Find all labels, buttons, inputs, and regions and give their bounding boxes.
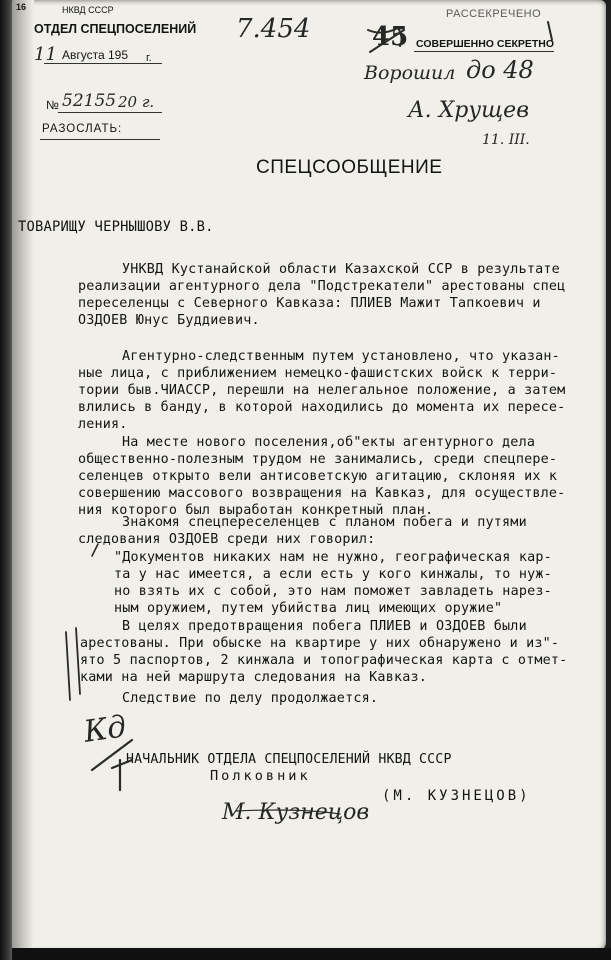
body-line: влились в банду, в которой находились до момента их пересе- [78,400,566,415]
declassified-stamp: РАССЕКРЕЧЕНО [446,8,542,20]
quote-line: но взять их с собой, это нам поможет завладеть нарез- [114,584,552,599]
resolution-signature: А. Хрущев [408,98,529,123]
body-line: селенцев открыто вели антисоветскую агитацию, склоняя их к [78,469,558,484]
number-prefix: № [46,98,59,112]
margin-bracket-line-1 [66,632,70,700]
handwritten-signature: М. Кузнецов [222,800,370,825]
body-line: ния которого был выработан конкретный план. [78,503,434,518]
document-title: СПЕЦСООБЩЕНИЕ [256,157,443,178]
document-number: 52155 [62,91,117,111]
margin-tick [92,544,98,556]
resolution-number: до 48 [466,56,534,84]
distribute-label: РАЗОСЛАТЬ: [42,123,123,135]
margin-bracket-line-2 [76,628,80,694]
quote-line: та у нас имеется, а если есть у кого кинжалы, то нуж- [114,567,552,582]
body-line: арестованы. При обыске на квартире у них обнаружено и из"- [80,636,560,651]
handwritten-number-top: 7.454 [236,14,311,44]
resolution-date: 11. III. [482,132,530,148]
date-suffix: г. [146,52,152,64]
body-line: совершению массового возвращения на Кавказ, для осуществле- [78,486,566,501]
body-line: общественно-полезным трудом не занимались, среди спецпере- [78,452,558,467]
date-text: Августа 195 [62,48,129,62]
body-line: реализации агентурного дела "Подстрекатели" арестованы спец [78,279,566,294]
body-line: Знакомя спецпереселенцев с планом побега и путями [122,515,527,530]
margin-initials: Кд [81,709,129,750]
body-line: ные лица, с приближением немецко-фашистских войск к терри- [78,366,558,381]
signature-flourish [236,810,340,814]
body-line: УНКВД Кустанайской области Казахской ССР в результате [122,262,560,277]
body-line: тории быв.ЧИАССР, перешли на нелегальное положение, а затем [78,383,566,398]
date-day: 11 [34,44,57,65]
document-number-suffix: 20 г. [118,93,155,111]
body-line: Следствие по делу продолжается. [122,691,379,706]
resolution-addressee: Ворошил [364,62,456,84]
signoff-title: НАЧАЛЬНИК ОТДЕЛА СПЕЦПОСЕЛЕНИЙ НКВД СССР [126,752,452,767]
body-line: переселенцы с Северного Кавказа: ПЛИЕВ Мажит Тапкоевич и [78,296,541,311]
body-line: ками на ней маршрута следования на Кавказ. [80,670,427,685]
body-line: Агентурно-следственным путем установлено, что указан- [122,349,560,364]
header-ref: 16 [16,2,27,12]
quote-line: ным оружием, путем убийства лиц имеющих оружие" [114,601,503,616]
signoff-name: (М. КУЗНЕЦОВ) [382,788,531,804]
body-line: В целях предотвращения побега ПЛИЕВ и ОЗДОЕВ были [122,619,527,634]
top-right-tick [548,22,552,40]
addressee: ТОВАРИЩУ ЧЕРНЫШОВУ В.В. [18,219,214,235]
body-line: ления. [78,417,128,432]
margin-cross-mark [92,740,132,790]
body-line: следования ОЗДОЕВ среди них говорил: [78,532,376,547]
top-secret-label: СОВЕРШЕННО СЕКРЕТНО [416,38,555,50]
stamp-strike-line [370,30,404,52]
header-org-small: НКВД СССР [62,5,114,15]
body-line: ято 5 паспортов, 2 кинжала и топографическая карта с отмет- [80,653,568,668]
header-department: ОТДЕЛ СПЕЦПОСЕЛЕНИЙ [34,22,197,36]
body-line: ОЗДОЕВ Юнус Буддиевич. [78,313,260,328]
signoff-rank: Полковник [210,768,311,784]
quote-line: "Документов никаких нам не нужно, географическая кар- [114,550,552,565]
struck-number-stamp: 45 [372,22,409,52]
body-line: На месте нового поселения,об"екты агентурного дела [122,435,536,450]
